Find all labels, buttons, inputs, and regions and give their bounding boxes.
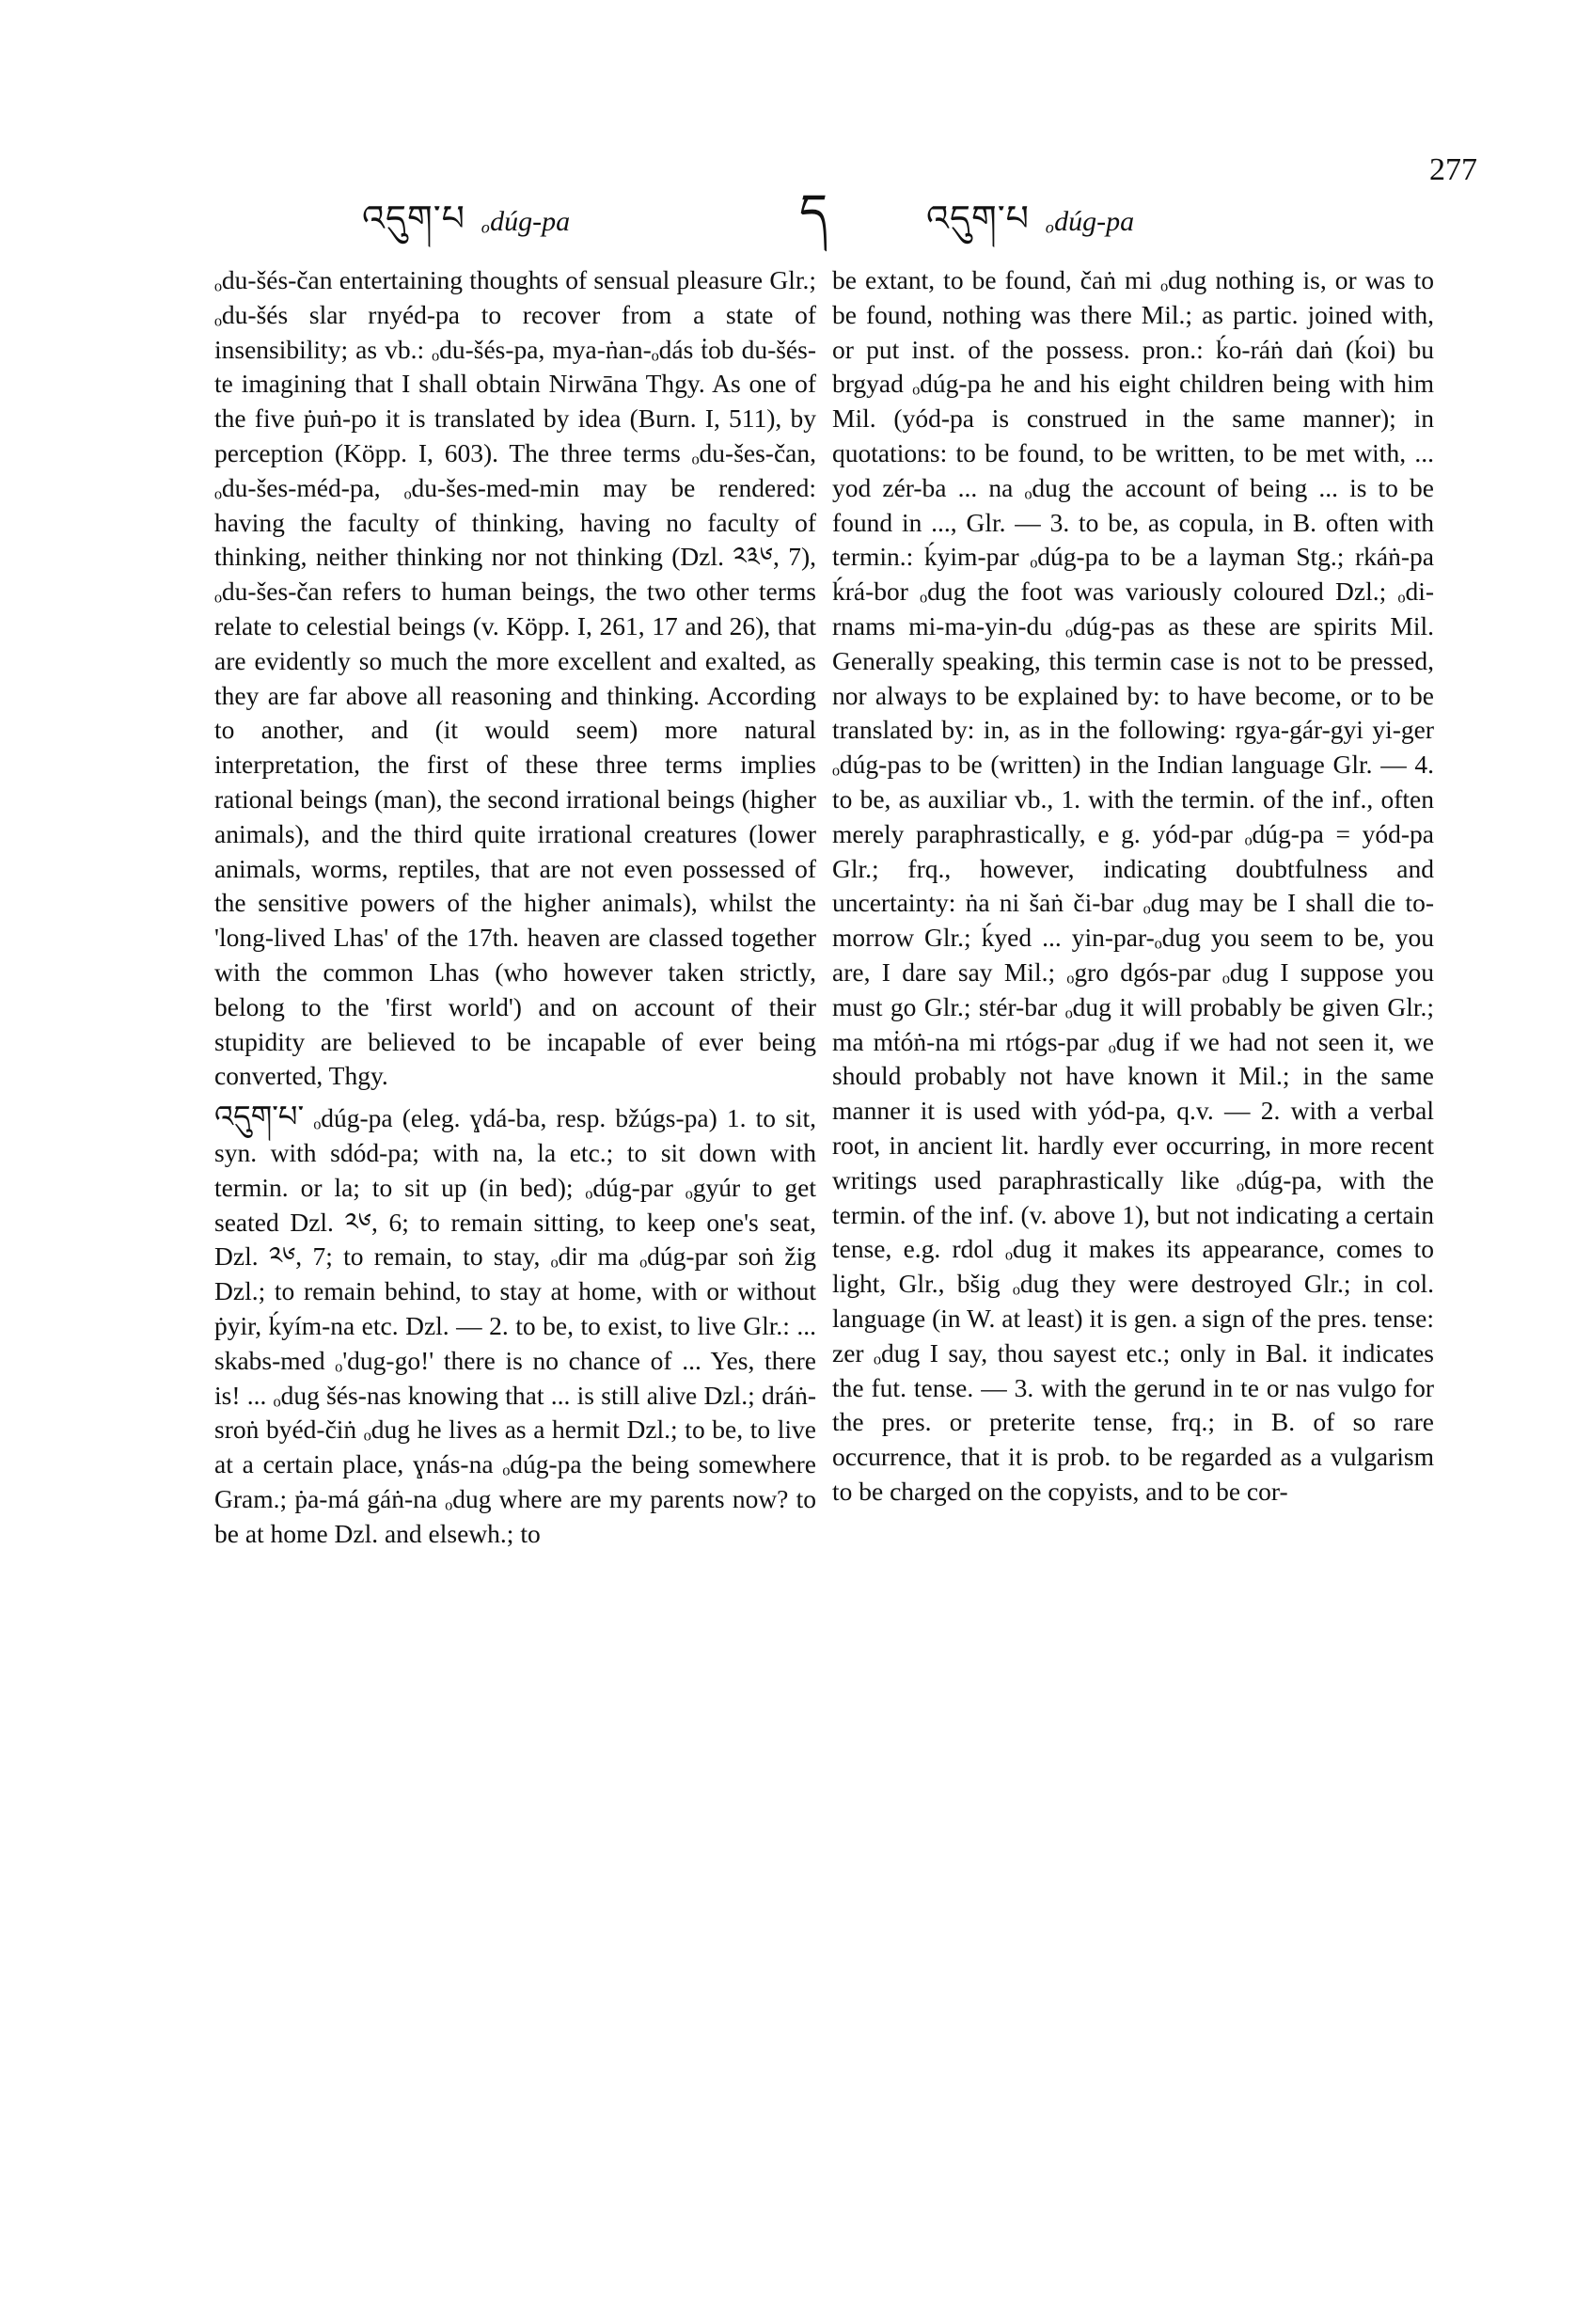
left-tibetan-headword: འདུག་པ [362,199,466,239]
left-column-continuation-text: ₒdu-šés-čan entertaining thoughts of sensual pleasure Glr.; ₒdu-šés slar rnyéd-pa to recover from a state of insensibility; as vb.: ₒdu-šés-pa, mya-ṅan-ₒdás ṫob du-šés-te imagining that I shall obtain Nirwāna Thgy. As one of the five ṗuṅ-po it is translated by idea (Burn. I, 511), by perception (Köpp. I, 603). The three terms ₒdu-šes-čan, ₒdu-šes-méd-pa, ₒdu-šes-med-min may be rendered: having the faculty of thinking, having no faculty of thinking, neither thinking nor not thinking (Dzl. ༢༣༦, 7), ₒdu-šes-čan refers to human beings, the two other terms relate to celestial beings (v. Köpp. I, 261, 17 and 26), that are evidently so much the more excellent and exalted, as they are far above all reasoning and thinking. According to another, and (it would seem) more natural interpretation, the first of these three terms implies rational beings (man), the second irrational beings (higher animals), and the third quite irrational creatures (lower animals, worms, reptiles, that are not even possessed of the sensitive powers of the higher animals), whilst the 'long-lived Lhas' of the 17th. heaven are classed together with the common Lhas (who however taken strictly, belong to the 'first world') and on account of their stupidity are believed to be incapable of ever being converted, Thgy. [214,265,816,1091]
right-column-text: be extant, to be found, čaṅ mi ₒdug nothing is, or was to be found, nothing was there Mil.; as partic. joined with, or put inst. of the possess. pron.: ḱo-ráṅ daṅ (ḱoi) bu brgyad ₒdúg-pa he and his eight children being with him Mil. (yód-pa is construed in the same manner); in quotations: to be found, to be written, to be met with, ... yod zér-ba ... na ₒdug the account of being ... is to be found in ..., Glr. — 3. to be, as copula, in B. often with termin.: ḱyim-par ₒdúg-pa to be a layman Stg.; rkáṅ-pa ḱrá-bor ₒdug the foot was variously coloured Dzl.; ₒdi-rnams mi-ma-yin-du ₒdúg-pas as these are spirits Mil. Generally speaking, this termin case is not to be pressed, nor always to be explained by: to have become, or to be translated by: in, as in the following: rgya-gár-gyi yi-ger ₒdúg-pas to be (written) in the Indian language Glr. — 4. to be, as auxiliar vb., 1. with the termin. of the inf., often merely paraphrastically, e g. yód-par ₒdúg-pa = yód-pa Glr.; frq., however, indicating doubtfulness and uncertainty: ṅa ni šaṅ či-bar ₒdug may be I shall die to-morrow Glr.; ḱyed ... yin-par-ₒdug you seem to be, you are, I dare say Mil.; ₒgro dgós-par ₒdug I suppose you must go Glr.; stér-bar ₒdug it will probably be given Glr.; ma mṫóṅ-na mi rtógs-par ₒdug if we had not seen it, we should probably not have known it Mil.; in the same manner it is used with yód-pa, q.v. — 2. with a verbal root, in ancient lit. hardly ever occurring, in more recent writings used paraphrastically like ₒdúg-pa, with the termin. of the inf. (v. above 1), but not indicating a certain tense, e.g. rdol ₒdug it makes its appearance, comes to light, Glr., bšig ₒdug they were destroyed Glr.; in col. language (in W. at least) it is gen. a sign of the pres. tense: zer ₒdug I say, thou sayest etc.; only in Bal. it indicates the fut. tense. — 3. with the gerund in te or nas vulgo for the pres. or preterite tense, frq.; in B. of so rare occurrence, that it is prob. to be regarded as a vulgarism to be charged on the copyists, and to be cor- [832,265,1434,1506]
left-transliterated-headword: ₒdúg-pa [481,206,571,237]
entry-dug-pa [214,1099,816,1551]
right-column [832,263,1434,1510]
entry-tibetan-headword: འདུག་པ་ [214,1099,305,1134]
page-number: 277 [1429,152,1477,187]
tibetan-letter-section-mark: ད [799,186,828,240]
right-transliterated-headword: ₒdúg-pa [1046,206,1135,237]
left-column [214,263,816,1551]
entry-definition-text: ₒdúg-pa (eleg. ɣdá-ba, resp. bžúgs-pa) 1. to sit, syn. with sdód-pa; with na, la etc.; to sit down with termin. or la; to sit up (in bed); ₒdúg-par ₒgyúr to get seated Dzl. ༢༦, 6; to remain sitting, to keep one's seat, Dzl. ༢༦, 7; to remain, to stay, ₒdir ma ₒdúg-par soṅ žig Dzl.; to remain behind, to stay at home, with or without ṗyir, ḱyím-na etc. Dzl. — 2. to be, to exist, to live Glr.: ... skabs-med ₒ'dug-go!' there is no chance of ... Yes, there is! ... ₒdug šés-nas knowing that ... is still alive Dzl.; dráṅ-sroṅ byéd-čiṅ ₒdug he lives as a hermit Dzl.; to be, to live at a certain place, ɣnás-na ₒdúg-pa the being somewhere Gram.; ṗa-má gáṅ-na ₒdug where are my parents now? to be at home Dzl. and elsewh.; to [214,1103,817,1548]
right-tibetan-headword: འདུག་པ [926,199,1031,239]
page-header [0,141,1576,240]
